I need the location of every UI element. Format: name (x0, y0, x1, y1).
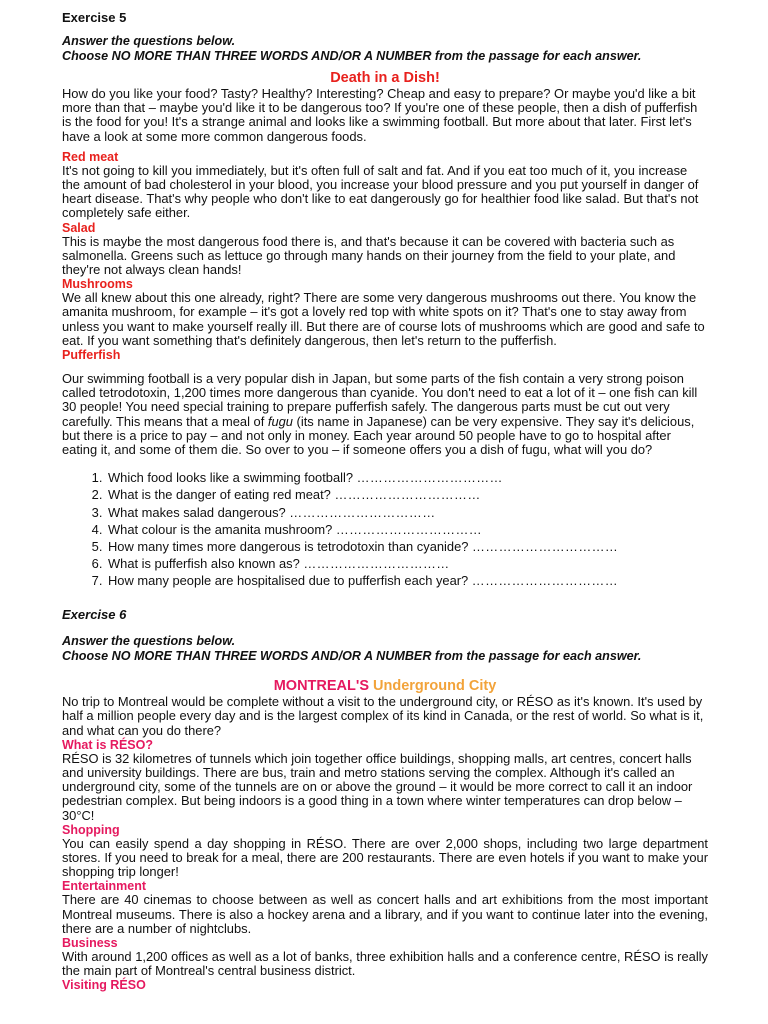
section-heading-entertainment: Entertainment (62, 879, 147, 894)
section-heading-what-is-reso: What is RÉSO? (62, 737, 153, 752)
section-text-red-meat: It's not going to kill you immediately, but it's often full of salt and fat. And if you eat too much of it, you increase the amount of bad cholesterol in your blood, you increase your blood pressure and you put yourself in danger of heart disease. That's why people who don't like to eat dangerously go for healthier food like salad. But that's not completely safe either. (62, 162, 699, 221)
question-text: What is the danger of eating red meat? (108, 487, 335, 503)
exercise-6-instruction-1: Answer the questions below. (62, 634, 236, 649)
question-item (106, 504, 708, 521)
section-text-business: With around 1,200 offices as well as a lot of banks, three exhibition halls and a conference centre, RÉSO is really the main part of Montreal's central business district. (62, 949, 708, 979)
section-text-shopping: You can easily spend a day shopping in RÉSO. There are over 2,000 shops, including two large department stores. If you need to break for a meal, there are 200 restaurants. There are even hotels if you want to make your shopping trip longer! (62, 835, 708, 880)
fugu-italic: fugu (267, 413, 293, 429)
section-heading-pufferfish: Pufferfish (62, 348, 121, 363)
question-item (106, 572, 708, 589)
section-heading-business: Business (62, 936, 118, 951)
answer-blank[interactable]: …………………………… (334, 487, 481, 503)
answer-blank[interactable]: …………………………… (472, 539, 619, 555)
answer-blank[interactable]: …………………………… (289, 504, 436, 520)
pufferfish-text-after: (its name in Japanese) can be very expensive. They say it's delicious, but there is a price to pay – and not only in money. Each year around 50 people have to go to hospital after eating it, and some of them die. So over to you – if someone offers you a dish of fugu, what will you do? (62, 413, 695, 458)
montreal-intro: No trip to Montreal would be complete without a visit to the underground city, or RÉSO as it's known. It's used by half a million people every day and is the largest complex of its kind in Canada, or the rest of world. So what is it, and what can you do there? (62, 694, 704, 738)
section-text-entertainment: There are 40 cinemas to choose between as well as concert halls and art exhibitions from the most important Montreal museums. There is also a hockey arena and a library, and if you want to continue later into the evening, there are a number of nightclubs. (62, 892, 708, 936)
answer-blank[interactable]: …………………………… (303, 556, 450, 572)
question-text: What is pufferfish also known as? (108, 556, 304, 572)
section-text-salad: This is maybe the most dangerous food there is, and that's because it can be covered with bacteria such as salmonella. Greens such as lettuce go through many hands on their journey from the field to your plate, and they're not always clean hands! (62, 233, 676, 278)
exercise-6 (62, 608, 708, 993)
question-text: Which food looks like a swimming football? (108, 470, 357, 486)
exercise-5-title: Exercise 5 (62, 10, 127, 25)
exercise-5-questions (62, 469, 708, 589)
answer-blank[interactable]: …………………………… (335, 521, 483, 537)
question-item (106, 469, 708, 486)
article-intro: How do you like your food? Tasty? Healthy? Interesting? Cheap and easy to prepare? Or maybe you'd like a bit more than that – maybe you'd like it to be dangerous too? If you're one of these people, then a dish of pufferfish is the food for you! It's a strange animal and looks like a swimming football. But more about that later. First let's have a look at some more common dangerous foods. (62, 86, 698, 144)
section-heading-salad: Salad (62, 220, 96, 235)
exercise-5-instruction-1: Answer the questions below. (62, 34, 236, 48)
answer-blank[interactable]: …………………………… (471, 573, 618, 589)
question-item (106, 555, 708, 572)
question-text: How many people are hospitalised due to pufferfish each year? (108, 573, 472, 589)
article-title-montreal (62, 677, 708, 695)
exercise-5-instruction-2: Choose NO MORE THAN THREE WORDS AND/OR A NUMBER from the passage for each answer. (62, 48, 642, 63)
exercise-6-instruction-2: Choose NO MORE THAN THREE WORDS AND/OR A NUMBER from the passage for each answer. (62, 648, 642, 663)
answer-blank[interactable]: …………………………… (356, 470, 503, 486)
section-heading-shopping: Shopping (62, 822, 120, 837)
section-heading-visiting-reso: Visiting RÉSO (62, 978, 146, 993)
question-text: What makes salad dangerous? (108, 504, 290, 520)
question-item (106, 538, 708, 555)
question-text: How many times more dangerous is tetrodotoxin than cyanide? (108, 539, 472, 555)
title-montreal: MONTREAL'S (273, 678, 369, 695)
exercise-5 (62, 10, 708, 590)
section-text-mushrooms: We all knew about this one already, right? There are some very dangerous mushrooms out there. You know the amanita mushroom, for example – it's got a lovely red top with white spots on it? That's one to stay away from unless you want to make yourself really ill. But there are of course lots of mushrooms which are good and safe to eat. If you want something that's definitely dangerous, then let's return to the pufferfish. (62, 290, 705, 348)
question-item (106, 521, 708, 538)
exercise-6-title: Exercise 6 (62, 606, 127, 622)
title-underground-city: Underground City (373, 678, 497, 695)
question-item (106, 486, 708, 503)
question-text: What colour is the amanita mushroom? (108, 521, 336, 537)
article-title-death-in-a-dish: Death in a Dish! (330, 70, 440, 86)
pufferfish-text-before: Our swimming football is a very popular dish in Japan, but some parts of the fish contain a very strong poison called tetrodotoxin, 1,200 times more dangerous than cyanide. You don't need to eat a lot of it – one fish can kill 30 people! You need special training to prepare pufferfish safely. The dangerous parts must be cut out very carefully. This means that a meal of (62, 371, 698, 429)
section-text-pufferfish (62, 372, 708, 457)
section-text-what-is-reso: RÉSO is 32 kilometres of tunnels which join together office buildings, shopping malls, art centres, concert halls and university buildings. There are bus, train and metro stations serving the complex. Although it's called an underground city, some of the tunnels are on or above the ground – it would be more correct to call it an indoor pedestrian complex. But being indoors is a good thing in a town where winter temperatures can drop below –30°C! (62, 750, 693, 823)
section-heading-mushrooms: Mushrooms (62, 277, 133, 292)
section-heading-red-meat: Red meat (62, 149, 119, 164)
